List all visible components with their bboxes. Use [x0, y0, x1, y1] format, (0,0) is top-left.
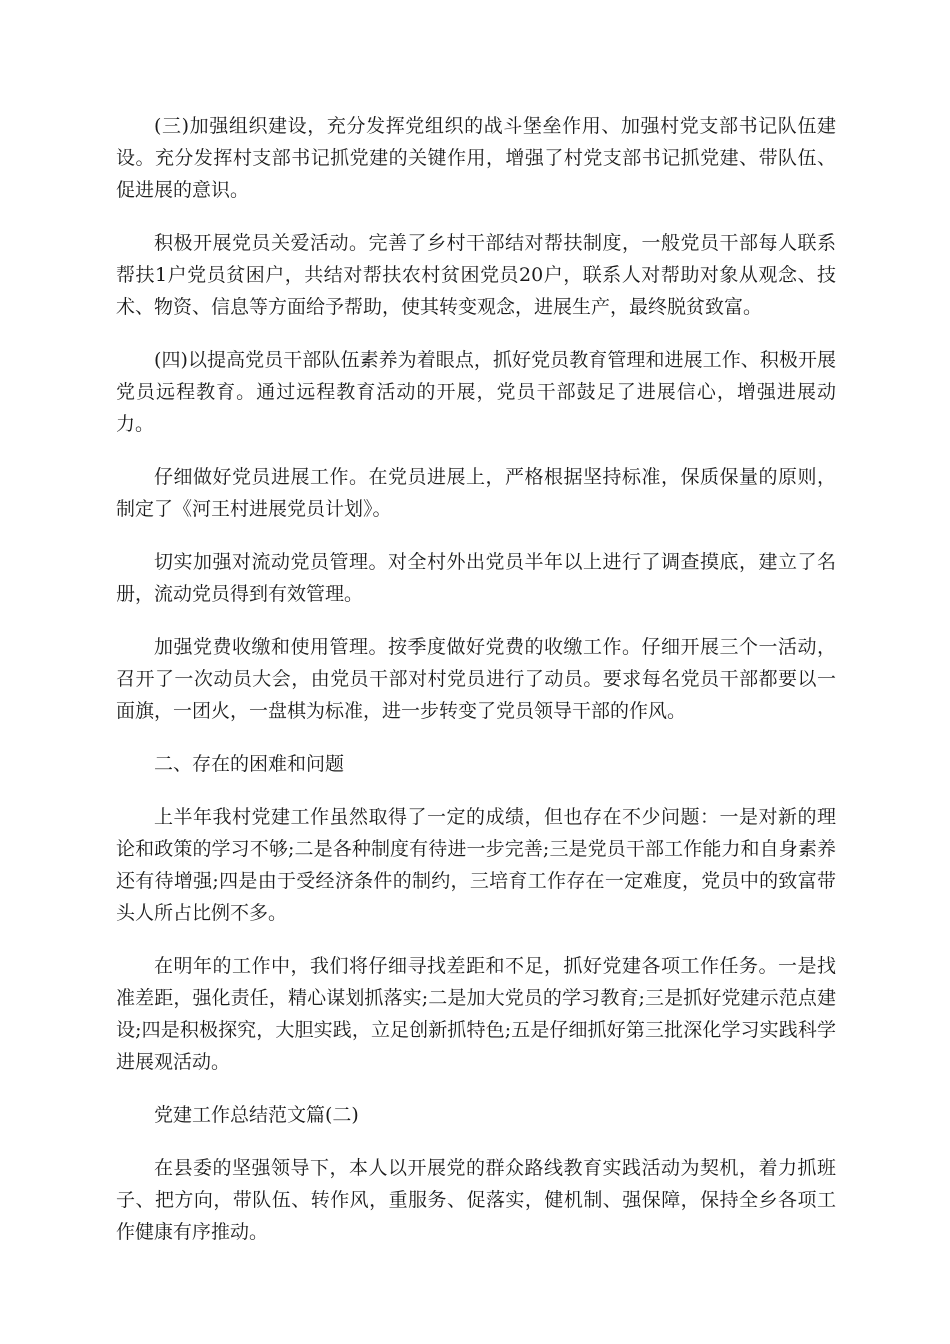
paragraph-member-care: 积极开展党员关爱活动。完善了乡村干部结对帮扶制度，一般党员干部每人联系帮扶1户党员贫困户，共结对帮扶农村贫困党员20户，联系人对帮助对象从观念、技术、物资、信息等方面给予帮助，使其转变观念，进展生产，最终脱贫致富。: [116, 232, 836, 318]
paragraph-cadre-quality: (四)以提高党员干部队伍素养为着眼点，抓好党员教育管理和进展工作、积极开展党员远程教育。通过远程教育活动的开展，党员干部鼓足了进展信心，增强进展动力。: [116, 349, 836, 435]
document-body: [116, 110, 836, 1269]
section-heading-article-two: 党建工作总结范文篇(二): [154, 1104, 359, 1126]
paragraph-county-leadership: 在县委的坚强领导下，本人以开展党的群众路线教育实践活动为契机，着力抓班子、把方向，带队伍、转作风，重服务、促落实，健机制、强保障，保持全乡各项工作健康有序推动。: [116, 1157, 836, 1243]
paragraph-member-development: 仔细做好党员进展工作。在党员进展上，严格根据坚持标准，保质保量的原则，制定了《河王村进展党员计划》。: [116, 466, 836, 520]
section-heading-problems: 二、存在的困难和问题: [154, 753, 345, 775]
paragraph-next-year-plan: 在明年的工作中，我们将仔细寻找差距和不足，抓好党建各项工作任务。一是找准差距，强化责任，精心谋划抓落实;二是加大党员的学习教育;三是抓好党建示范点建设;四是积极探究，大胆实践，立足创新抓特色;五是仔细抓好第三批深化学习实践科学进展观活动。: [116, 955, 836, 1073]
paragraph-mobile-members: 切实加强对流动党员管理。对全村外出党员半年以上进行了调查摸底，建立了名册，流动党员得到有效管理。: [116, 551, 836, 605]
paragraph-party-dues: 加强党费收缴和使用管理。按季度做好党费的收缴工作。仔细开展三个一活动，召开了一次动员大会，由党员干部对村党员进行了动员。要求每名党员干部都要以一面旗，一团火，一盘棋为标准，进一步转变了党员领导干部的作风。: [116, 636, 836, 722]
paragraph-strengthen-organization: (三)加强组织建设，充分发挥党组织的战斗堡垒作用、加强村党支部书记队伍建设。充分发挥村支部书记抓党建的关键作用，增强了村党支部书记抓党建、带队伍、促进展的意识。: [116, 115, 836, 201]
paragraph-problems: 上半年我村党建工作虽然取得了一定的成绩，但也存在不少问题：一是对新的理论和政策的学习不够;二是各种制度有待进一步完善;三是党员干部工作能力和自身素养还有待增强;四是由于受经济条件的制约，三培育工作存在一定难度，党员中的致富带头人所占比例不多。: [116, 806, 836, 924]
